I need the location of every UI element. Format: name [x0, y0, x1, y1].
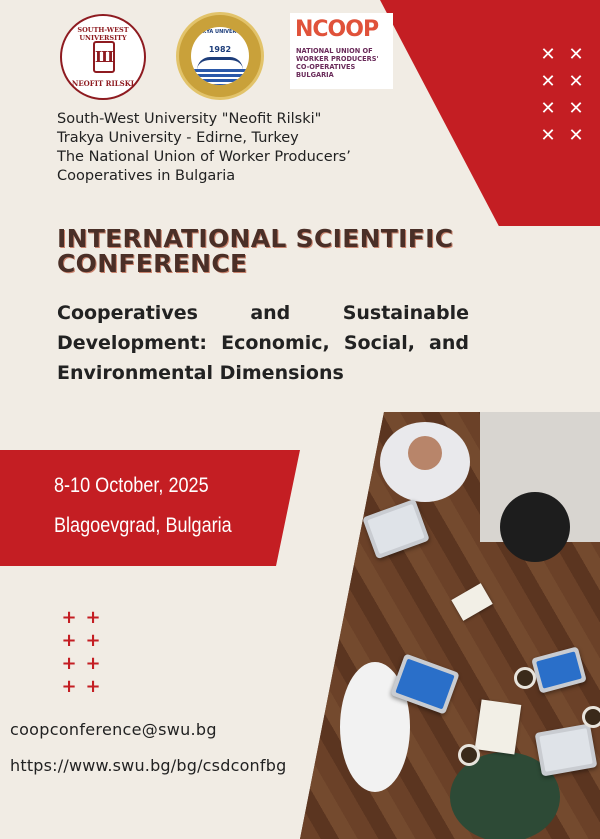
swu-logo-ring-top: SOUTH-WEST UNIVERSITY: [77, 26, 129, 42]
x-mark-icon: ✕: [540, 98, 556, 119]
swu-logo-ring-bottom: NEOFIT RILSKI: [71, 79, 135, 88]
x-mark-icon: ✕: [540, 44, 556, 65]
person-head: [408, 436, 442, 470]
ncoop-logo-subtitle: [296, 47, 378, 79]
event-place: Blagoevgrad, Bulgaria: [54, 514, 232, 537]
organisers-list: [57, 110, 457, 186]
conference-title-line: CONFERENCE: [57, 249, 248, 278]
swu-logo: [60, 14, 146, 100]
trakya-logo-inner: [191, 27, 249, 85]
plus-icon: +: [61, 630, 77, 651]
plus-marks-decoration: [58, 608, 104, 697]
ncoop-logo-mark: NCOOP: [295, 17, 379, 42]
organiser-item: Trakya University - Edirne, Turkey: [57, 130, 299, 146]
ncoop-line: WORKER PRODUCERS': [296, 55, 379, 63]
ncoop-line: BULGARIA: [296, 71, 334, 79]
event-date: 8-10 October, 2025: [54, 474, 209, 497]
plus-icon: +: [85, 676, 101, 697]
contact-email-link[interactable]: coopconference@swu.bg: [10, 720, 217, 739]
plus-icon: +: [61, 653, 77, 674]
meeting-photo: [300, 412, 600, 839]
person-right: [500, 492, 570, 562]
conference-title-line: INTERNATIONAL SCIENTIFIC: [57, 224, 454, 253]
water-icon: [191, 69, 249, 85]
x-mark-icon: ✕: [540, 71, 556, 92]
cup-icon: [458, 744, 480, 766]
organiser-item: South-West University "Neofit Rilski": [57, 111, 322, 127]
x-mark-icon: ✕: [568, 98, 584, 119]
plus-icon: +: [61, 676, 77, 697]
conference-title: [57, 226, 527, 276]
cup-icon: [514, 667, 536, 689]
ncoop-line: CO-OPERATIVES: [296, 63, 356, 71]
trakya-logo: [176, 12, 264, 100]
event-banner: [0, 450, 300, 566]
x-mark-icon: ✕: [540, 125, 556, 146]
plus-icon: +: [85, 653, 101, 674]
organiser-item: Cooperatives in Bulgaria: [57, 168, 236, 184]
plus-icon: +: [85, 607, 101, 628]
x-marks-decoration: [536, 44, 588, 147]
trakya-logo-year: 1982: [208, 45, 232, 54]
contact-website-link[interactable]: https://www.swu.bg/bg/csdconfbg: [10, 756, 287, 775]
swu-emblem-icon: Ш: [93, 41, 115, 73]
plus-icon: +: [61, 607, 77, 628]
plus-icon: +: [85, 630, 101, 651]
x-mark-icon: ✕: [568, 125, 584, 146]
trakya-logo-text: TRAKYA UNIVERSITY: [191, 29, 249, 35]
organiser-item: The National Union of Worker Producers’: [57, 149, 351, 165]
ncoop-line: NATIONAL UNION OF: [296, 47, 373, 55]
conference-subtitle: Cooperatives and Sustainable Development: Economic, Social, and Environmental Dimensions: [57, 302, 469, 384]
x-mark-icon: ✕: [568, 71, 584, 92]
ncoop-logo: [290, 13, 393, 89]
notepad-icon: [475, 699, 522, 754]
cup-icon: [582, 706, 600, 728]
x-mark-icon: ✕: [568, 44, 584, 65]
